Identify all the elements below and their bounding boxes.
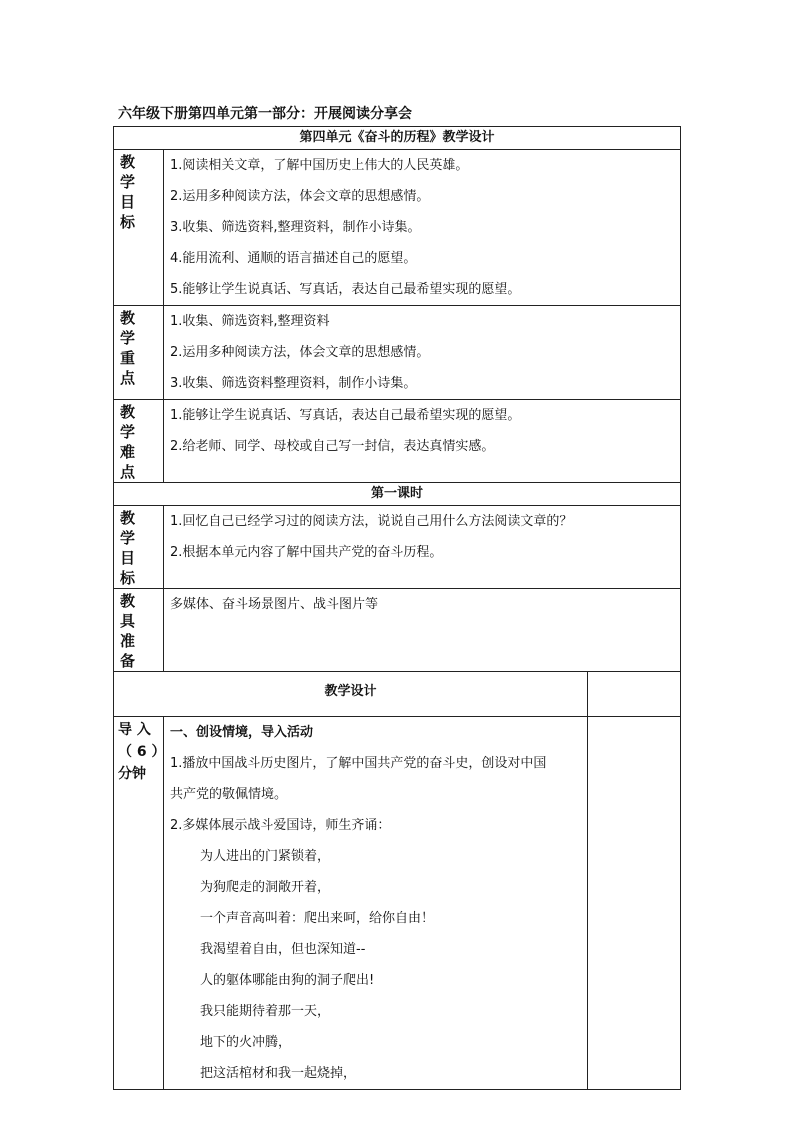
intro-notes-cell bbox=[588, 717, 681, 1090]
goal-item: 4.能用流利、通顺的语言描述自己的愿望。 bbox=[170, 251, 417, 266]
key-points-content bbox=[164, 306, 681, 400]
poem-line: 一个声音高叫着：爬出来呵，给你自由！ bbox=[200, 911, 435, 926]
poem-line: 把这活棺材和我一起烧掉， bbox=[200, 1066, 357, 1081]
difficulty-item: 1.能够让学生说真话、写真话，表达自己最希望实现的愿望。 bbox=[170, 408, 521, 423]
goal-item: 1.阅读相关文章，了解中国历史上伟大的人民英雄。 bbox=[170, 158, 469, 173]
intro-content bbox=[164, 717, 588, 1090]
document-title: 六年级下册第四单元第一部分：开展阅读分享会 bbox=[118, 106, 412, 122]
prep-text: 多媒体、奋斗场景图片、战斗图片等 bbox=[170, 597, 379, 612]
intro-step: 共产党的敬佩情境。 bbox=[170, 787, 288, 802]
design-title: 教学设计 bbox=[114, 672, 588, 717]
key-points-label: 教 学 重 点 bbox=[114, 306, 164, 400]
poem-line: 地下的火冲腾， bbox=[200, 1035, 292, 1050]
poem-line: 为狗爬走的洞敞开着， bbox=[200, 880, 331, 895]
difficulty-item: 2.给老师、同学、母校或自己写一封信，表达真情实感。 bbox=[170, 439, 495, 454]
intro-step: 1.播放中国战斗历史图片，了解中国共产党的奋斗史，创设对中国 bbox=[170, 756, 547, 771]
goal-item: 5.能够让学生说真话、写真话，表达自己最希望实现的愿望。 bbox=[170, 282, 521, 297]
goal-item: 3.收集、筛选资料,整理资料，制作小诗集。 bbox=[170, 220, 421, 235]
design-notes-cell bbox=[588, 672, 681, 717]
poem-line: 人的躯体哪能由狗的洞子爬出! bbox=[200, 973, 375, 988]
goals-content bbox=[164, 150, 681, 306]
key-point-item: 1.收集、筛选资料,整理资料 bbox=[170, 314, 330, 329]
lesson1-title: 第一课时 bbox=[114, 483, 681, 506]
poem-line: 我只能期待着那一天， bbox=[200, 1004, 331, 1019]
goals-label: 教 学 目 标 bbox=[114, 150, 164, 306]
poem-line: 我渴望着自由，但也深知道-- bbox=[200, 942, 366, 957]
difficulties-label: 教 学 难 点 bbox=[114, 400, 164, 483]
unit-title: 第四单元《奋斗的历程》教学设计 bbox=[114, 127, 681, 150]
intro-label: 导 入 （ 6 ）分钟 bbox=[114, 717, 164, 1090]
lesson1-goal-item: 1.回忆自己已经学习过的阅读方法，说说自己用什么方法阅读文章的？ bbox=[170, 514, 573, 529]
lesson-plan-table bbox=[113, 126, 680, 1090]
poem-line: 为人进出的门紧锁着， bbox=[200, 849, 331, 864]
prep-content bbox=[164, 589, 681, 672]
difficulties-content bbox=[164, 400, 681, 483]
lesson1-goals-content bbox=[164, 506, 681, 589]
key-point-item: 2.运用多种阅读方法，体会文章的思想感情。 bbox=[170, 345, 430, 360]
intro-step: 2.多媒体展示战斗爱国诗，师生齐诵： bbox=[170, 818, 391, 833]
key-point-item: 3.收集、筛选资料整理资料，制作小诗集。 bbox=[170, 376, 417, 391]
lesson1-goal-item: 2.根据本单元内容了解中国共产党的奋斗历程。 bbox=[170, 545, 443, 560]
prep-label: 教 具 准 备 bbox=[114, 589, 164, 672]
intro-heading: 一、创设情境，导入活动 bbox=[170, 725, 314, 740]
goal-item: 2.运用多种阅读方法，体会文章的思想感情。 bbox=[170, 189, 430, 204]
lesson1-goals-label: 教 学 目 标 bbox=[114, 506, 164, 589]
